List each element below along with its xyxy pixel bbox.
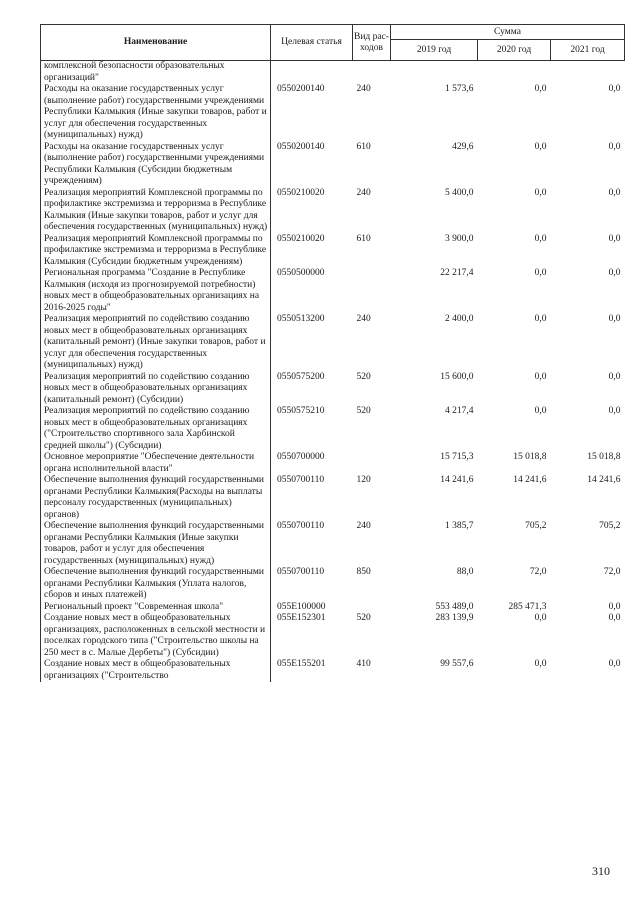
table-row — [41, 372, 625, 407]
cell-y2021: 72,0 — [603, 567, 621, 577]
cell-y2021: 15 018,8 — [587, 452, 621, 462]
cell-y2020: 0,0 — [534, 233, 547, 244]
cell-name: Обеспечение выполнения функций государственными органами Республики Калмыкия (Иные закупки товаров, работ и услуг для обеспечения государственных (муниципальных) нужд) — [41, 521, 271, 567]
cell-code: 0550700000 — [277, 452, 325, 462]
cell-y2020: 285 471,3 — [508, 601, 547, 612]
cell-name: Реализация мероприятий Комплексной программы по профилактике экстремизма и терроризма в Республике Калмыкия (Субсидии бюджетным учреждениям) — [41, 234, 271, 269]
cell-type: 520 — [356, 406, 371, 416]
cell-name: Региональный проект "Современная школа" — [41, 602, 271, 614]
cell-type: 240 — [356, 187, 371, 198]
cell-name: Реализация мероприятий по содействию созданию новых мест в общеобразовательных организациях (капитальный ремонт) (Субсидии) — [41, 372, 271, 407]
cell-y2020: 0,0 — [534, 314, 547, 324]
cell-y2019: 15 715,3 — [440, 452, 474, 462]
cell-y2021: 0,0 — [608, 187, 621, 198]
header-name: Наименование — [41, 25, 271, 61]
cell-name: Реализация мероприятий по содействию созданию новых мест в общеобразовательных организациях ("Строительство спортивного зала Харбинской средней школы") (Субсидии) — [41, 406, 271, 452]
cell-y2021: 0,0 — [608, 233, 621, 244]
cell-y2020: 14 241,6 — [513, 475, 547, 485]
header-2021: 2021 год — [551, 40, 625, 61]
cell-code: 055E155201 — [277, 659, 326, 669]
cell-y2020 — [478, 61, 551, 85]
cell-code: 0550200140 — [277, 141, 325, 152]
cell-type: 410 — [356, 659, 371, 669]
cell-y2019: 1 385,7 — [445, 521, 474, 531]
table-row — [41, 521, 625, 567]
table-row — [41, 452, 625, 475]
cell-y2021: 0,0 — [608, 406, 621, 416]
cell-code: 0550700110 — [277, 521, 325, 531]
cell-code: 055E100000 — [277, 601, 326, 612]
cell-type — [353, 452, 391, 475]
cell-y2021: 0,0 — [608, 371, 621, 382]
cell-y2020: 15 018,8 — [513, 452, 547, 462]
table-row — [41, 142, 625, 188]
cell-name: Реализация мероприятий Комплексной программы по профилактике экстремизма и терроризма в Республике Калмыкия (Иные закупки товаров, работ и услуг для обеспечения государственных (муниципальных) нужд) — [41, 188, 271, 234]
cell-type: 120 — [356, 475, 371, 485]
cell-name: Создание новых мест в общеобразовательных организациях ("Строительство — [41, 659, 271, 682]
cell-y2021: 0,0 — [608, 314, 621, 324]
cell-y2020: 0,0 — [534, 268, 547, 278]
cell-code: 0550210020 — [277, 187, 325, 198]
cell-type: 240 — [356, 314, 371, 324]
page-number: 310 — [592, 864, 610, 878]
cell-name: Создание новых мест в общеобразовательных организациях, расположенных в сельской местности и поселках городского типа ("Строительство школы на 250 мест в с. Малые Дербеты") (Субсидии) — [41, 613, 271, 659]
cell-name: Обеспечение выполнения функций государственными органами Республики Калмыкия (Уплата налогов, сборов и иных платежей) — [41, 567, 271, 602]
cell-y2021: 705,2 — [599, 521, 621, 531]
table-row — [41, 602, 625, 614]
cell-y2021: 0,0 — [608, 659, 621, 669]
cell-y2019: 99 557,6 — [440, 659, 474, 669]
cell-y2021: 0,0 — [608, 141, 621, 152]
cell-type: 240 — [356, 84, 371, 94]
cell-code: 0550513200 — [277, 314, 325, 324]
cell-y2019 — [391, 61, 478, 85]
cell-code: 0550575210 — [277, 406, 325, 416]
cell-y2019: 22 217,4 — [440, 268, 474, 278]
cell-name: Расходы на оказание государственных услуг (выполнение работ) государственными учреждениями Республики Калмыкия (Иные закупки товаров, работ и услуг для обеспечения государственных (муниципальных) нужд) — [41, 84, 271, 142]
cell-y2020: 0,0 — [534, 613, 547, 623]
cell-name: Региональная программа "Создание в Республике Калмыкия (исходя из прогнозируемой потребности) новых мест в общеобразовательных организациях на 2016-2025 годы" — [41, 268, 271, 314]
cell-y2019: 1 573,6 — [445, 84, 474, 94]
cell-code: 0550200140 — [277, 84, 325, 94]
cell-y2019: 15 600,0 — [440, 371, 474, 382]
cell-y2019: 88,0 — [456, 567, 474, 577]
cell-y2021: 14 241,6 — [587, 475, 621, 485]
cell-y2020: 72,0 — [529, 567, 547, 577]
cell-type: 610 — [356, 233, 371, 244]
table-row — [41, 61, 625, 85]
cell-y2020: 0,0 — [534, 406, 547, 416]
cell-code: 0550500000 — [277, 268, 325, 278]
cell-code: 0550700110 — [277, 475, 325, 485]
cell-y2020: 0,0 — [534, 371, 547, 382]
cell-y2020: 0,0 — [534, 659, 547, 669]
cell-type: 850 — [356, 567, 371, 577]
header-2020: 2020 год — [478, 40, 551, 61]
cell-y2019: 5 400,0 — [445, 187, 474, 198]
cell-name: Основное мероприятие "Обеспечение деятельности органа исполнительной власти" — [41, 452, 271, 475]
table-row — [41, 234, 625, 269]
cell-name: Реализация мероприятий по содействию созданию новых мест в общеобразовательных организациях (капитальный ремонт) (Иные закупки товаров, работ и услуг для обеспечения государственных (муниципальных) нужд) — [41, 314, 271, 372]
table-body — [41, 61, 625, 683]
budget-table — [40, 24, 625, 682]
cell-y2019: 2 400,0 — [445, 314, 474, 324]
header-sum: Сумма — [391, 25, 625, 40]
cell-y2020: 705,2 — [525, 521, 547, 531]
table-row — [41, 406, 625, 452]
cell-y2021: 0,0 — [608, 268, 621, 278]
cell-type — [353, 268, 391, 314]
cell-y2019: 14 241,6 — [440, 475, 474, 485]
cell-code — [271, 61, 353, 85]
header-type: Вид рас-ходов — [353, 25, 391, 61]
cell-y2021 — [551, 61, 625, 85]
cell-name: Обеспечение выполнения функций государственными органами Республики Калмыкия(Расходы на выплаты персоналу государственных (муниципальных) органов) — [41, 475, 271, 521]
cell-y2019: 3 900,0 — [445, 233, 474, 244]
cell-code: 0550210020 — [277, 233, 325, 244]
cell-y2019: 429,6 — [452, 141, 474, 152]
cell-type: 520 — [356, 613, 371, 623]
cell-name: Расходы на оказание государственных услуг (выполнение работ) государственными учреждениями Республики Калмыкия (Субсидии бюджетным учреждениям) — [41, 142, 271, 188]
header-2019: 2019 год — [391, 40, 478, 61]
table-row — [41, 475, 625, 521]
table-row — [41, 659, 625, 682]
cell-code: 0550575200 — [277, 371, 325, 382]
cell-y2021: 0,0 — [608, 84, 621, 94]
cell-y2020: 0,0 — [534, 187, 547, 198]
cell-type — [353, 602, 391, 614]
cell-type: 610 — [356, 141, 371, 152]
cell-y2019: 553 489,0 — [435, 601, 474, 612]
cell-code: 055E152301 — [277, 613, 326, 623]
cell-type: 240 — [356, 521, 371, 531]
cell-y2019: 283 139,9 — [435, 613, 474, 623]
cell-y2021: 0,0 — [608, 601, 621, 612]
cell-y2020: 0,0 — [534, 84, 547, 94]
table-row — [41, 268, 625, 314]
cell-y2019: 4 217,4 — [445, 406, 474, 416]
cell-code: 0550700110 — [277, 567, 325, 577]
cell-type — [353, 61, 391, 85]
cell-y2021: 0,0 — [608, 613, 621, 623]
cell-y2020: 0,0 — [534, 141, 547, 152]
table-row — [41, 188, 625, 234]
table-row — [41, 567, 625, 602]
cell-type: 520 — [356, 371, 371, 382]
table-row — [41, 613, 625, 659]
cell-name: комплексной безопасности образовательных организаций" — [41, 61, 271, 85]
table-row — [41, 314, 625, 372]
header-code: Целевая статья — [271, 25, 353, 61]
table-row — [41, 84, 625, 142]
